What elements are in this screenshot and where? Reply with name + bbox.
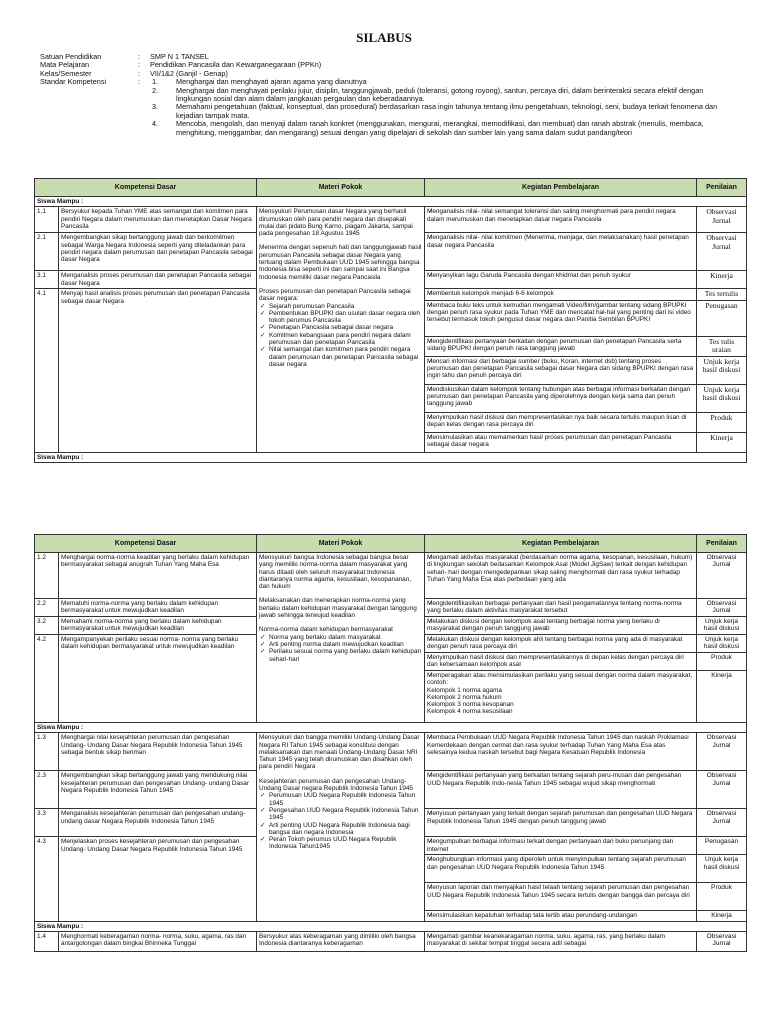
kegiatan-cell: ✓ Melakukan diskusi dengan kelompok asal tentang berbagai norma yang berlaku di masyarakat dengan penuh tanggung jawab (425, 617, 697, 635)
mp-paragraph: Menerima dengan sepenuh hati dan tanggungjawab hasil perumusan Pancasila sebagai dasar Negara yang tertuang dalam Pembukaan UUD 1945 sehingga bangsa Indonesia bisa seperti ini dan sampai saat ini Bangsa Indonesia memiliki dasar negara Pancasila (259, 244, 422, 281)
penilaian-cell: Produk (697, 653, 747, 671)
penilaian-cell: Unjuk kerja hasil diskusi (697, 635, 747, 653)
penilaian-cell: Unjuk kerja hasil diskusi (697, 384, 747, 412)
penilaian-cell: Observasi Jurnal (697, 207, 747, 233)
mp-list-item: ✓ Perilaku sesuai norma yang berlaku dalam kehidupan sehari-hari (259, 648, 422, 663)
mp-paragraph: Mensyukuri bangsa Indonesia sebagai bangsa besar yang memiliki norma-norma dalam masyarakat yang harus ditaati oleh seluruh masyarakat Indonesia diantaranya norma agama, kesusilaan, kesopananan, dan hukum (259, 554, 412, 591)
kd-text: Menghargai nilai kesejahteran perumusan dan pengesahan Undang- Undang Dasar Negara Republik Indonesia Tahun 1945 sebagai bentuk sikap beriman (59, 733, 257, 771)
meta-value: SMP N 1 TANSEL (150, 52, 209, 61)
penilaian-cell: Observasi Jurnal (697, 233, 747, 271)
mp-list-item: ✓ Komitmen kebangsaan para pendiri negara dalam perumusan dan penetapan Pancasila (259, 332, 422, 347)
penilaian-cell: Produk (697, 883, 747, 911)
header-materi-pokok: Materi Pokok (257, 535, 425, 553)
mp-list (259, 792, 422, 850)
header-kompetensi-dasar: Kompetensi Dasar (35, 535, 257, 553)
kegiatan-cell: ✓ Membaca buku teks untuk kemudian mengamati Video/film/gambar tentang sidang BPUPKI dengan penuh rasa syukur pada Tuhan YME dan mencatat hal-hal yang penting dari isi video tersebut termasuk tokoh pengusul dasar negara dan Panitia Sembilan BPUPKI (425, 300, 697, 336)
mp-paragraph: Mensyukuri dan bangga memiliki Undang-Undang Dasar Negara RI Tahun 1945 sebagai konstitusi dengan melaksanakan dan menaati Undang-Undang Dasar NRI Tahun 1945 yang telah dirumuskan dan disahkan oleh para pendiri Negara (259, 734, 420, 771)
kegiatan-cell: ✓ Mendiskusikan dalam kelompok tentang hubungan atas berbagai informasi berkaitan dengan perumusan dan penetapan Pancasila yang diperolehnya dengan kerja sama dan penuh tanggung jawab (425, 384, 697, 412)
mp-list-item: ✓ Peran Tokoh perumus UUD Negara Republik Indonesia Tahun1945 (259, 836, 422, 851)
materi-pokok-cell (257, 553, 425, 723)
kegiatan-cell: ✓ Mengamati aktivitas masyarakat (berdasarkan norma agama, kesopanan, kesusilaan, hukum) di lingkungan sekolah bedasarkan Kelompok Asal (Model JigSaw) terkait dengan kehidupan sehari- hari dengan mengedepankan sikap saling menghormati dan rasa syukur terhadap Tuhan Yang Maha Esa atas perbedaan yang ada (425, 553, 697, 599)
kegiatan-cell: ✓ Membaca Pembukaan UUD Negara Republik Indonesia Tahun 1945 dan naskah Proklamasi Kemerdekaan dengan cermat dan rasa syukur terhadap Tuhan Yang Maha Esa atas selesainya kedua naskah tersebut bagi Negara Kesatuan Republik Indonesia (425, 733, 697, 771)
mp-list-item: ✓ Perumusan UUD Negara Republik Indonesia Tahun 1945 (259, 792, 422, 807)
penilaian-cell: Kinerja (697, 911, 747, 921)
kd-text: Menganalisis kesejahteran perumusan dan pengesahan undang- undang dasar Negara Republik Indonesia Tahun 1945 (59, 809, 257, 837)
penilaian-cell: Penugasan (697, 837, 747, 855)
kegiatan-cell: ✓ Menyimpulkan hasil diskusi dan mempresentasikan nya baik secara tertulis maupun lisan di depan kelas dengan rasa percaya diri (425, 412, 697, 432)
siswa-mampu-label: Siswa Mampu : (35, 452, 747, 462)
standar-item: 1. Menghargai dan menghayati ajaran agama yang dianutnya (152, 77, 367, 87)
kegiatan-group: Kelompok 3 norma kesopanan (427, 701, 514, 709)
meta-value: VII/1&2 (Ganjil - Genap) (150, 68, 228, 78)
kegiatan-cell: ✓ Mengidentifikasi pertanyaan berkaitan dengan perumusan dan penetapan Pancasila serta sidang BPUPKI dengan penuh rasa tanggung jawab (425, 336, 697, 356)
silabus-table-1 (34, 178, 747, 463)
mp-paragraph: Melaksanakan dan menerapkan norma-norma yang berlaku dalam kehidupan masyarakat dengan tanggung jawab sehingga terwujud keadilan (259, 597, 417, 620)
kd-number: 1.3 (35, 733, 59, 771)
kd-number: 2.3 (35, 771, 59, 809)
mp-list-item: ✓ Pengesahan UUD Negara Republik Indonesia Tahun 1945 (259, 807, 422, 822)
meta-colon: : (138, 52, 141, 61)
mp-paragraph: Norma-norma dalam kehidupan bermasyarakat (259, 626, 393, 634)
kd-number: 1.2 (35, 553, 59, 599)
kd-number: 4.1 (35, 289, 59, 452)
mp-paragraph: Mensyukuri Perumusan dasar Negara yang berhasil dirumuskan oleh para pendiri negara dan disepakati mulai dari pidato Bung Karno, piagam Jakarta, sampai pada pengesahan 18 Agustus 1945 (259, 208, 413, 238)
kegiatan-cell: ✓ Menganalisis nilai- nilai semangat toleransi dan saling menghormati para pendiri negara dalam merumuskan dan menetapkan dasar negara Pancasila (425, 207, 697, 233)
meta-colon: : (138, 77, 141, 87)
penilaian-cell: Produk (697, 412, 747, 432)
standar-item: 3. Memahami pengetahuan (faktual, konseptual, dan prosedural) berdasarkan rasa ingin tahunya tentang ilmu pengetahuan, teknologi, seni, budaya terkait fenomena dan kejadian tampak mata. (152, 102, 718, 120)
kegiatan-cell: ✓ Menyimpulkan hasil diskusi dan mempresentasikannya di depan kelas dengan percaya diri dan kebersamaan kelompok asal (425, 653, 697, 671)
header-kegiatan: Kegiatan Pembelajaran (425, 179, 697, 197)
penilaian-cell: Observasi Jurnal (697, 771, 747, 809)
siswa-mampu-label: Siswa Mampu : (35, 723, 747, 733)
kd-number: 3.3 (35, 809, 59, 837)
mp-paragraph: Proses perumusan dan penetapan Pancasila sebagai dasar negara: (259, 287, 411, 303)
kd-text: Menyaji hasil analisis proses perumusan dan penetapan Pancasila sebagai dasar Negara (59, 289, 257, 452)
penilaian-cell: Observasi Jurnal (697, 931, 747, 951)
meta-colon: : (138, 68, 141, 78)
materi-pokok-cell (257, 733, 425, 921)
kd-text: Menjelaskan proses kesejahteran perumusan dan pengesahan Undang- Undang Dasar Negara Republik Indonesia Tahun 1945 (59, 837, 257, 921)
meta-label: Satuan Pendidikan (40, 52, 102, 61)
penilaian-cell: Tes tulis uraian (697, 336, 747, 356)
kegiatan-group: Kelompok 4 norma kesusilaan (427, 708, 513, 716)
meta-label: Mata Pelajaran (40, 60, 90, 70)
siswa-mampu-label: Siswa Mampu : (35, 197, 747, 207)
standar-list (150, 78, 740, 137)
mp-list-item: ✓ Nilai semangat dan komitmen para pendiri negara dalam perumusan dan penetapan Pancasila sebagai dasar negara (259, 346, 422, 368)
kd-text: Menghargai norma-norma keadilan yang berlaku dalam kehidupan bermasyarakat sebagai anugrah Tuhan Yang Maha Esa (59, 553, 257, 599)
page-title: SILABUS (356, 30, 412, 45)
kd-number: 2.2 (35, 599, 59, 617)
header-kegiatan: Kegiatan Pembelajaran (425, 535, 697, 553)
penilaian-cell: Observasi Jurnal (697, 599, 747, 617)
meta-label: Kelas/Semester (40, 68, 92, 78)
kegiatan-cell: ✓ Mengumpulkan berbagai informasi terkait dengan pertanyaan dari buku penunjang dan internet (425, 837, 697, 855)
penilaian-cell: Unjuk kerja hasil diskusi (697, 617, 747, 635)
penilaian-cell: Tes tertulis (697, 289, 747, 300)
kegiatan-cell: ✓ Mengidentifikasikan berbagai pertanyaan dari hasil pengamatannya tentang norma-norma yang berlaku dalam aktivitas masyarakat tersebut (425, 599, 697, 617)
kd-text: Menganalisis proses perumusan dan penetapan Pancasila sebagai dasar Negara (59, 271, 257, 289)
kd-number: 1.4 (35, 931, 59, 951)
materi-pokok-cell (257, 207, 425, 452)
penilaian-cell: Observasi Jurnal (697, 809, 747, 837)
penilaian-cell: Observasi Jurnal (697, 733, 747, 771)
silabus-table-2 (34, 534, 747, 952)
kegiatan-cell: ✓ Mensimulasikan kepatuhan terhadap tata tertib atau perundang-undangan (425, 911, 697, 921)
kd-number: 2.1 (35, 233, 59, 271)
kd-number: 4.2 (35, 635, 59, 723)
penilaian-cell: Unjuk kerja hasil diskusi (697, 356, 747, 384)
kegiatan-cell: ✓ Menyanyikan lagu Garuda Pancasila dengan khidmat dan penuh syukur (425, 271, 697, 289)
mp-paragraph: Kesejahteran perumusan dan pengesahan Undang-Undang Dasar negara Republik Indonesia Tahun 1945 (259, 777, 414, 793)
meta-row-mapel (40, 61, 740, 69)
meta-colon: : (138, 60, 141, 70)
meta-row-standar (40, 78, 740, 137)
kegiatan-cell: ✓ Membentuk kelompok menjadi 6-6 kelompok (425, 289, 697, 300)
kegiatan-cell (425, 671, 697, 723)
header-penilaian: Penilaian (697, 535, 747, 553)
standar-item: 4. Mencoba, mengolah, dan menyaji dalam ranah konkret (menggunakan, mengurai, merangkai, memodifikasi, dan membuat) dan ranah abstrak (menulis, membaca, menghitung, menggambar, dan mengarang) sesuai dengan yang dipelajari di sekolah dan sumber lain yang sama dalam sudut pandang/teori (152, 119, 704, 137)
kegiatan-intro: ✓ Memperagakan atau mensimulasikan perilaku yang sesuai dengan norma dalam masyarakat, contoh: (427, 672, 692, 687)
kd-text: Mengembangkan sikap bertanggung jawab yang mendukung nilai kesejahteran perumusan dan pengesahan Undang- undang Dasar Negara Republik Indonesia Tahun 1945 (59, 771, 257, 809)
penilaian-cell: Kinerja (697, 271, 747, 289)
standar-item: 2. Menghargai dan menghayati perilaku jujur, disiplin, tanggungjawab, peduli (toleransi, gotong royong), santun, percaya diri, dalam berinteraksi secara efektif dengan lingkungan sosial dan alam dalam jangkauan pergaulan dan keberadaannya. (152, 85, 704, 104)
kegiatan-cell: ✓ Mensimulasikan atau memamerkan hasil proses perumusan dan penetapan Pancasila sebagai dasar negara (425, 432, 697, 452)
mp-list-item: ✓ Penetapan Pancasila sebagai dasar negara (259, 324, 422, 331)
kd-text: Mematuhi norma-norma yang berlaku dalam kehidupan bermasyarakat untuk mewujudkan keadilan (59, 599, 257, 617)
meta-value: Pendidikan Pancasila dan Kewarganegaraan (PPKn) (150, 60, 322, 70)
meta-row-kelas (40, 70, 740, 78)
mp-list-item: ✓ Sejarah perumusan Pancasila (259, 303, 422, 310)
penilaian-cell: Kinerja (697, 432, 747, 452)
kegiatan-cell: ✓ Menyusun laporan dan menyajikan hasil telaah tentang sejarah perumusan dan pengesahan UUD Negara Republik Indonesia Tahun 1945 secara tertulis dengan bangga dan percaya diri (425, 883, 697, 911)
penilaian-cell: Observasi Jurnal (697, 553, 747, 599)
header-materi-pokok: Materi Pokok (257, 179, 425, 197)
kd-text: Menghormati keberagaman norma- norma, suku, agama, ras dan antargolongan dalam bingkai Bhinneka Tunggal (59, 931, 257, 951)
kd-text: Bersyukur kepada Tuhan YME atas semangat dan komitmen para pendiri Negara dalam merumuskan dan menetapkan Dasar Negara Pancasila (59, 207, 257, 233)
header-penilaian: Penilaian (697, 179, 747, 197)
kegiatan-cell: ✓ Mencari informasi dari berbagai sumber (buku, Koran, internet dsb) tentang proses perumusan dan penetapan Pancasila sebagai dasar Negara dan sidang BPUPKI dengan rasa ingin tahu dan penuh percaya diri (425, 356, 697, 384)
siswa-mampu-label: Siswa Mampu : (35, 921, 747, 931)
kd-text: Mengembangkan sikap bertanggung jawab dan berkomitmen sebagai Warga Negara Indonesia seperti yang diteladankan para pendiri negara dalam perumusan dan penetapan Pancasila sebagai dasar Negara (59, 233, 257, 271)
kd-number: 3.2 (35, 617, 59, 635)
kegiatan-cell: ✓ Menghubungkan informasi yang diperoleh untuk menyimpulkan tentang sejarah perumusan dan pengesahan UUD Negara Republik Indonesia Tahun 1945 (425, 855, 697, 883)
kegiatan-cell: ✓ Mengamati gambar keanekaragaman norma, suku, agama, ras, yang berlaku dalam masyarakat di sekitar tempat tinggal secara adil sebagai (425, 931, 697, 951)
kegiatan-group: Kelompok 2 norma hukum (427, 693, 502, 701)
kd-number: 1.1 (35, 207, 59, 233)
kegiatan-cell: ✓ Mengidentifikasi pertanyaan yang berkaitan tentang sejarah peru-musan dan pengesahan UUD Negara Republik Indo-nesia Tahun 1945 sebagai wujud sikap menghormati (425, 771, 697, 809)
penilaian-cell: Kinerja (697, 671, 747, 723)
header-row (35, 535, 747, 553)
kegiatan-cell: ✓ Melakukan diskusi dengan kelompok ahli tentang berbagai norma yang ada di masyarakat dengan penuh rasa percaya diri (425, 635, 697, 653)
document-meta (40, 53, 740, 137)
kd-text: Memahami norma-norma yang berlaku dalam kehidupan bermasyarakat untuk mewujudkan keadilan (59, 617, 257, 635)
mp-list-item: ✓ Arti penting UUD Negara Republik Indonesia bagi bangsa dan negara Indonesia (259, 822, 422, 837)
kegiatan-cell: ✓ Menganalisis nilai- nilai komitmen (Menerima, menjaga, dan melaksanakan) hasil penetapan dasar negara Pancasila (425, 233, 697, 271)
header-kompetensi-dasar: Kompetensi Dasar (35, 179, 257, 197)
mp-list (259, 634, 422, 663)
kegiatan-cell: ✓ Menyusun pertanyaan yang terkait dengan sejarah perumusan dan pengesahan UUD Negara Republik Indonesia Tahun 1945 dengan penuh tanggung jawab (425, 809, 697, 837)
meta-label: Standar Kompetensi (40, 77, 107, 87)
mp-list-item: ✓ Arti penting norma dalam mewujudkan keadilan (259, 641, 422, 648)
kd-number: 4.3 (35, 837, 59, 921)
kd-number: 3.1 (35, 271, 59, 289)
meta-row-satuan (40, 53, 740, 61)
penilaian-cell: Penugasan (697, 300, 747, 336)
mp-list-item: ✓ Pembentukan BPUPKI dan usulan dasar negara oleh tokoh perumus Pancasila (259, 310, 422, 325)
materi-pokok-cell: Bersyukur atas keberagaman yang dimiliki oleh bangsa Indonesia diantaranya keberagaman (257, 931, 425, 951)
mp-list (259, 303, 422, 369)
header-row (35, 179, 747, 197)
kd-text: Mengampanyekan perilaku sesuai norma- norma yang berlaku dalam kehidupan bermasyarakat untuk mewujudkan keadilan (59, 635, 257, 723)
mp-list-item: ✓ Norma yang berlaku dalam masyarakat (259, 634, 422, 641)
penilaian-cell: Unjuk kerja hasil diskusi (697, 855, 747, 883)
kegiatan-group: Kelompok 1 norma agama (427, 686, 502, 694)
